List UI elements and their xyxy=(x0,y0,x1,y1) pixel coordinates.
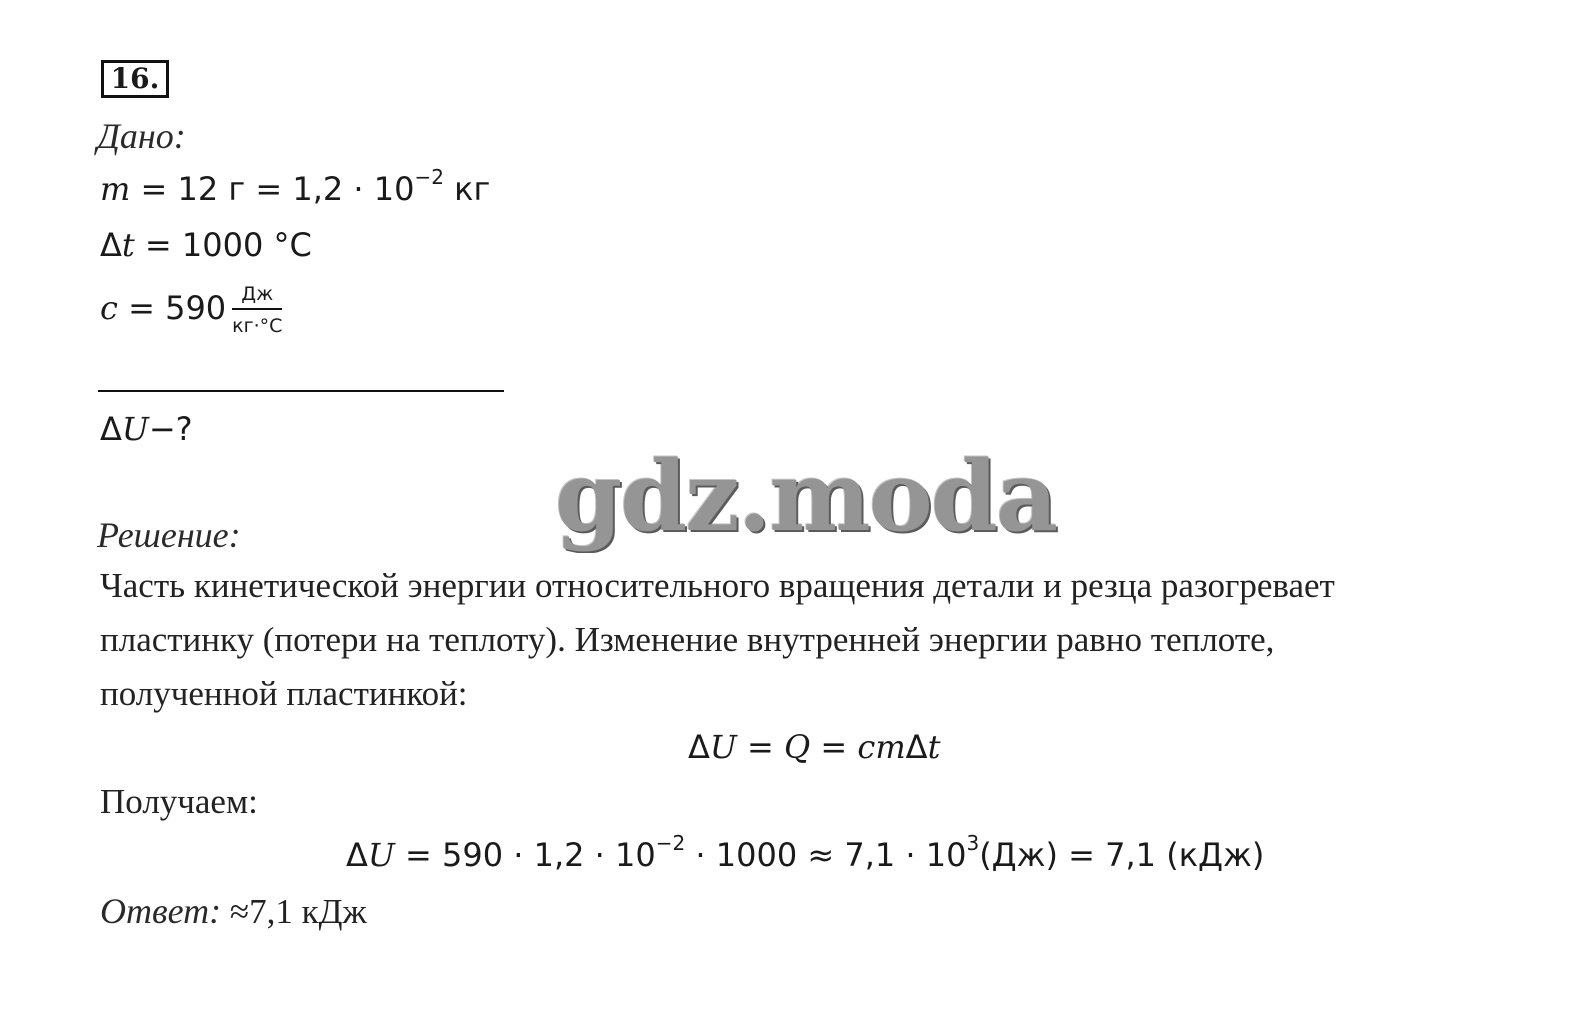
equals-sign: = xyxy=(736,728,785,766)
answer-value: ≈7,1 кДж xyxy=(221,892,367,931)
solution-line: Часть кинетической энергии относительного вращения детали и резца разогревает xyxy=(100,566,1335,605)
solution-line: пластинку (потери на теплоту). Изменение внутренней энергии равно теплоте, xyxy=(100,620,1275,659)
delta-symbol: Δ xyxy=(688,728,710,766)
unit-denominator: кг·°C xyxy=(232,315,283,337)
mass-value: = 12 г = 1,2 · 10 xyxy=(130,170,415,208)
specific-heat-unit xyxy=(232,282,282,338)
heat-symbol: Q xyxy=(784,728,811,766)
unit-numerator: Дж xyxy=(232,282,282,310)
given-temperature-change xyxy=(100,226,312,264)
solution-line: полученной пластинкой: xyxy=(100,674,468,713)
delta-symbol: Δ xyxy=(346,836,368,874)
result-formula xyxy=(346,831,1265,874)
energy-symbol: U xyxy=(121,410,149,448)
find-question: −? xyxy=(148,410,193,448)
cm-symbol: cm xyxy=(857,728,906,766)
mass-unit: кг xyxy=(443,170,491,208)
answer-label: Ответ: xyxy=(100,891,222,931)
answer xyxy=(100,890,367,932)
given-specific-heat xyxy=(100,282,282,338)
result-intro: Получаем: xyxy=(100,782,258,821)
given-mass xyxy=(100,165,491,208)
delta-symbol: Δ xyxy=(905,728,928,766)
mass-symbol: m xyxy=(100,170,131,208)
solution-label: Решение: xyxy=(97,515,241,555)
main-formula xyxy=(688,728,940,766)
equals-sign: = xyxy=(810,728,858,766)
result-exponent: −2 xyxy=(655,831,686,855)
delta-symbol: Δ xyxy=(100,410,122,448)
energy-symbol: U xyxy=(367,836,395,874)
problem-number: 16. xyxy=(101,60,169,98)
result-part: (Дж) = 7,1 (кДж) xyxy=(979,836,1265,874)
watermark: gdz.moda xyxy=(555,440,1057,553)
temperature-symbol: t xyxy=(927,728,941,766)
result-part: = 590 · 1,2 · 10 xyxy=(394,836,656,874)
given-divider xyxy=(98,390,504,392)
given-label: Дано: xyxy=(97,116,186,156)
result-part: · 1000 ≈ 7,1 · 10 xyxy=(685,836,967,874)
energy-symbol: U xyxy=(709,728,737,766)
result-exponent: 3 xyxy=(966,831,980,855)
find-quantity xyxy=(100,410,193,448)
mass-exponent: −2 xyxy=(414,165,444,189)
temperature-value: = 1000 °C xyxy=(134,226,312,264)
specific-heat-symbol: c xyxy=(100,289,118,327)
specific-heat-value: = 590 xyxy=(117,289,227,327)
delta-symbol: Δ xyxy=(100,226,122,264)
temperature-symbol: t xyxy=(121,226,135,264)
